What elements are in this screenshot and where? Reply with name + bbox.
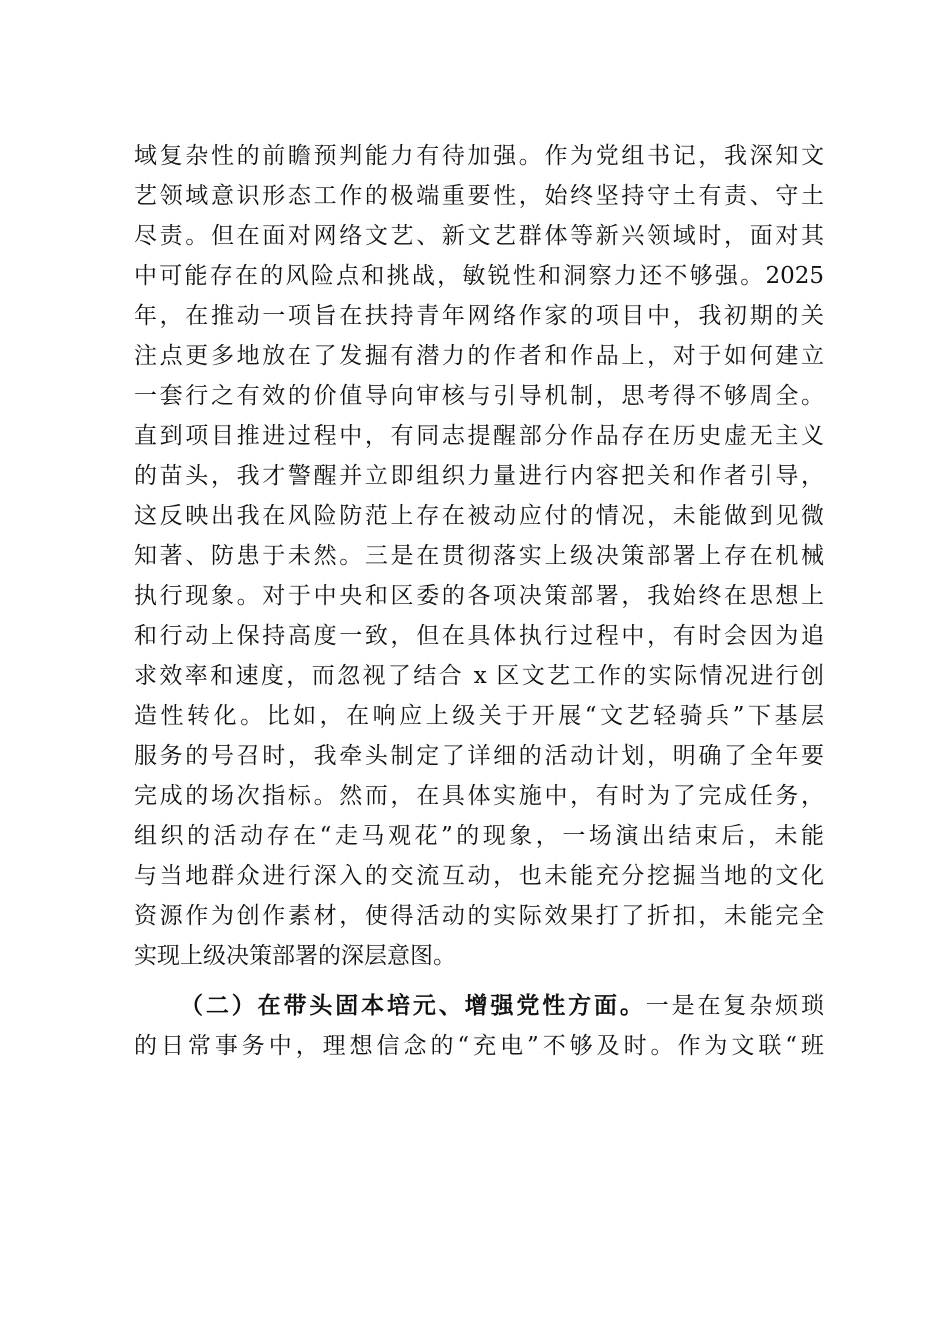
text-line: 尽责。但在面对网络文艺、新文艺群体等新兴领域时，面对其 [134, 223, 824, 249]
text-line: 资源作为创作素材，使得活动的实际效果打了折扣，未能完全 [134, 903, 824, 929]
paragraph-1 [134, 136, 824, 976]
section-heading-continuation: 一是在复杂烦琐 [645, 993, 824, 1019]
text-line: 与当地群众进行深入的交流互动，也未能充分挖掘当地的文化 [134, 863, 824, 889]
paragraph-2 [134, 986, 824, 1066]
section-heading: （二）在带头固本培元、增强党性方面。 [180, 992, 646, 1019]
text-line: 的日常事务中，理想信念的“充电”不够及时。作为文联“班 [134, 1033, 824, 1059]
text-line [134, 986, 824, 1026]
text-line: 一套行之有效的价值导向审核与引导机制，思考得不够周全。 [134, 383, 824, 409]
text-line: 组织的活动存在“走马观花”的现象，一场演出结束后，未能 [134, 823, 824, 849]
text-line: 服务的号召时，我牵头制定了详细的活动计划，明确了全年要 [134, 743, 824, 769]
text-line: 注点更多地放在了发掘有潜力的作者和作品上，对于如何建立 [134, 343, 824, 369]
text-line: 中可能存在的风险点和挑战，敏锐性和洞察力还不够强。2025 [134, 263, 824, 289]
paragraph-spacer [134, 976, 824, 986]
text-line: 完成的场次指标。然而，在具体实施中，有时为了完成任务， [134, 783, 824, 809]
text-line: 艺领域意识形态工作的极端重要性，始终坚持守土有责、守土 [134, 183, 824, 209]
text-line: 和行动上保持高度一致，但在具体执行过程中，有时会因为追 [134, 623, 824, 649]
text-line: 直到项目推进过程中，有同志提醒部分作品存在历史虚无主义 [134, 423, 824, 449]
text-line: 的苗头，我才警醒并立即组织力量进行内容把关和作者引导， [134, 463, 824, 489]
text-line: 造性转化。比如，在响应上级关于开展“文艺轻骑兵”下基层 [134, 703, 824, 729]
text-line: 求效率和速度，而忽视了结合 x 区文艺工作的实际情况进行创 [134, 663, 824, 689]
text-line: 知著、防患于未然。三是在贯彻落实上级决策部署上存在机械 [134, 543, 824, 569]
body-text [134, 136, 824, 1066]
text-line: 执行现象。对于中央和区委的各项决策部署，我始终在思想上 [134, 583, 824, 609]
text-line: 年，在推动一项旨在扶持青年网络作家的项目中，我初期的关 [134, 303, 824, 329]
text-line: 实现上级决策部署的深层意图。 [134, 943, 456, 969]
text-line: 这反映出我在风险防范上存在被动应付的情况，未能做到见微 [134, 503, 824, 529]
text-line: 域复杂性的前瞻预判能力有待加强。作为党组书记，我深知文 [134, 143, 824, 169]
